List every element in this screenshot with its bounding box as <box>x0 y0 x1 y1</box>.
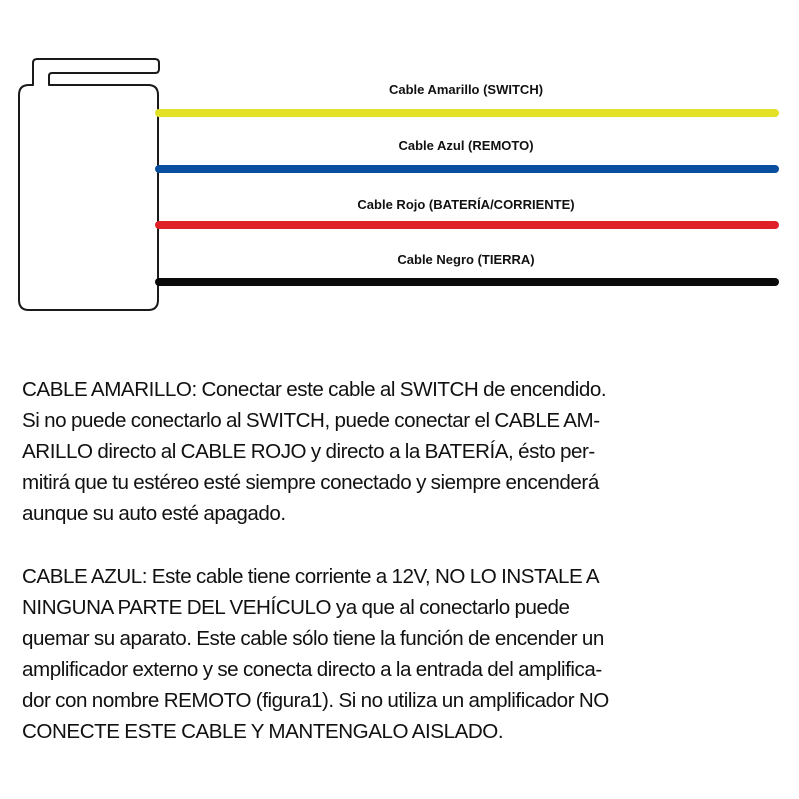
text-line: CABLE AZUL: Este cable tiene corriente a 12V, NO LO INSTALE A <box>22 565 600 588</box>
text-line: CONECTE ESTE CABLE Y MANTENGALO AISLADO. <box>22 720 504 743</box>
text-line: quemar su aparato. Este cable sólo tiene la función de encender un <box>22 627 604 650</box>
wire-harness-connector-icon <box>19 59 159 310</box>
text-line: CABLE AMARILLO: Conectar este cable al SWITCH de encendido. <box>22 378 607 401</box>
wiring-diagram <box>0 0 799 330</box>
blue-cable-label: Cable Azul (REMOTO) <box>398 138 534 153</box>
yellow-cable-instructions <box>22 374 792 529</box>
text-line: NINGUNA PARTE DEL VEHÍCULO ya que al conectarlo puede <box>22 596 570 619</box>
text-line: dor con nombre REMOTO (figura1). Si no utiliza un amplificador NO <box>22 689 609 712</box>
black-cable-label: Cable Negro (TIERRA) <box>397 252 535 267</box>
text-line: mitirá que tu estéreo esté siempre conectado y siempre encenderá <box>22 471 599 494</box>
yellow-cable-label: Cable Amarillo (SWITCH) <box>388 82 544 97</box>
wiring-diagram-graphic <box>0 0 799 330</box>
blue-cable-instructions <box>22 561 792 747</box>
red-cable-label: Cable Rojo (BATERÍA/CORRIENTE) <box>357 197 575 212</box>
text-line: ARILLO directo al CABLE ROJO y directo a la BATERÍA, ésto per- <box>22 440 595 463</box>
text-line: Si no puede conectarlo al SWITCH, puede conectar el CABLE AM- <box>22 409 600 432</box>
text-line: aunque su auto esté apagado. <box>22 502 286 525</box>
text-line: amplificador externo y se conecta directo a la entrada del amplifica- <box>22 658 602 681</box>
